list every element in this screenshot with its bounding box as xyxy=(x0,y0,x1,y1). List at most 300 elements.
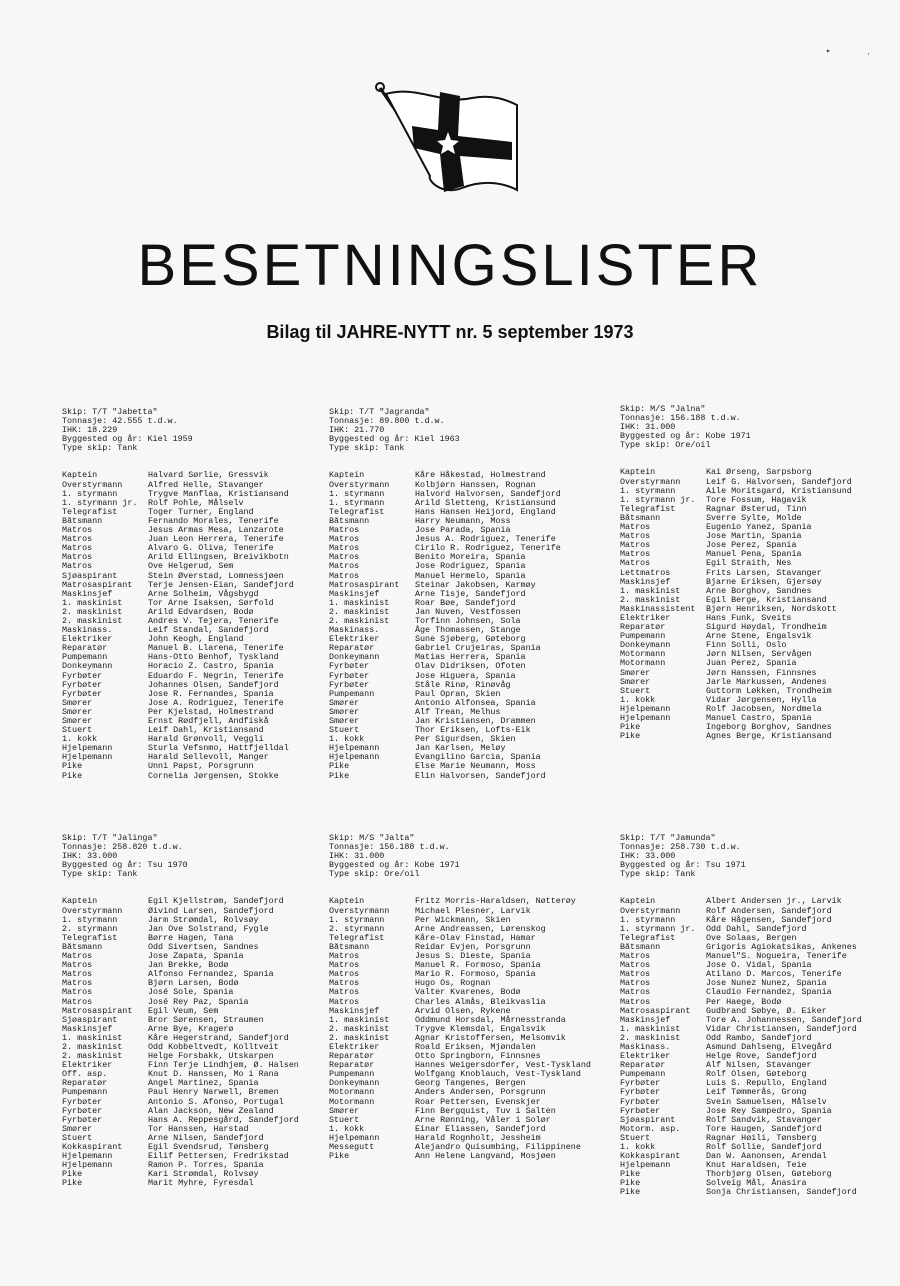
ship-header-line: Tonnasje: 258.730 t.d.w. xyxy=(620,842,741,853)
crew-name: Rolf Jacobsen, Nordmela xyxy=(706,703,822,714)
crew-name: Jan Ove Solstrand, Fygle xyxy=(148,923,269,934)
crew-name: Egil Svendsrud, Tønsberg xyxy=(148,1142,269,1152)
crew-name: Toger Turner, England xyxy=(148,506,254,517)
crew-role: 1. maskinist xyxy=(329,1015,390,1025)
crew-name: Stein Øverstad, Lomnessjøen xyxy=(148,570,284,581)
crew-name: Georg Tangenes, Bergen xyxy=(415,1078,526,1089)
crew-name: Ove Helgerud, Sem xyxy=(148,561,234,572)
crew-role: Maskinass. xyxy=(62,626,113,636)
crew-role: Fyrbøter xyxy=(62,1097,103,1107)
crew-name: Ståle Rinø, Rinøvåg xyxy=(415,679,511,690)
crew-role: 1. styrmann xyxy=(62,489,118,499)
crew-role: Elektriker xyxy=(620,613,671,623)
crew-name: Trygve Manflaa, Kristiansand xyxy=(148,488,289,499)
crew-name: Helge Forsbakk, Utskarpen xyxy=(148,1051,274,1062)
crew-role: Matros xyxy=(620,988,651,998)
crew-name: Jan Nuven, Vestfossen xyxy=(415,606,521,617)
crew-name: Per Sigurdsen, Skien xyxy=(415,734,516,745)
crew-role: 2. maskinist xyxy=(62,607,123,617)
crew-name: Harry Neumann, Moss xyxy=(415,515,511,526)
crew-role: Stuert xyxy=(620,1133,651,1143)
crew-name: Per Wickmann, Skien xyxy=(415,914,511,925)
crew-role: Reparatør xyxy=(329,1052,375,1062)
crew-name: Finn Solli, Oslo xyxy=(706,640,787,651)
crew-role: Pumpemann xyxy=(329,1070,375,1080)
crew-name: Elin Halvorsen, Sandefjord xyxy=(415,770,546,781)
crew-role: Telegrafist xyxy=(329,507,385,517)
crew-role: Hjelpemann xyxy=(62,753,113,763)
crew-role: 2. styrmann xyxy=(329,924,385,934)
crew-role: 2. maskinist xyxy=(62,1052,123,1062)
crew-role: Matros xyxy=(329,562,360,572)
crew-name: Charles Almås, Bleikvaslia xyxy=(415,996,546,1007)
crew-role: Overstyrmann xyxy=(620,906,681,916)
crew-role: Matros xyxy=(620,979,651,989)
ship-header-line: Skip: T/T "Jabetta" xyxy=(62,407,158,417)
crew-name: Tore A. Johannessen, Sandefjord xyxy=(706,1014,862,1025)
crew-row xyxy=(329,1152,614,1161)
crew-name: Alfred Helle, Stavanger xyxy=(148,479,264,490)
crew-name: Ragnar Høili, Tønsberg xyxy=(706,1132,817,1143)
crew-role: Maskinsjef xyxy=(620,1015,671,1025)
crew-row xyxy=(329,772,614,781)
crew-name: Egil Kjellstrøm, Sandefjord xyxy=(148,896,284,907)
crew-role: Motormann xyxy=(329,1097,375,1107)
crew-list xyxy=(620,468,900,741)
crew-role: Fyrbøter xyxy=(620,1088,661,1098)
ship-header-line: Type skip: Ore/oil xyxy=(329,869,420,880)
crew-role: Matros xyxy=(62,544,93,554)
crew-name: Arne Solheim, Vågsbygd xyxy=(148,588,259,599)
crew-role: Maskinsjef xyxy=(620,577,671,587)
ship-header-line: IHK: 31.000 xyxy=(329,851,385,862)
ship-header-line: Skip: M/S "Jalna" xyxy=(620,404,706,414)
ship-header-line: Tonnasje: 156.188 t.d.w. xyxy=(329,842,450,853)
crew-name: Thorbjørg Olsen, Gøteborg xyxy=(706,1169,832,1180)
corner-dot-icon: · xyxy=(866,50,871,59)
crew-role: Båtsmann xyxy=(329,516,370,526)
crew-role: Matros xyxy=(62,970,93,980)
crew-role: Pike xyxy=(620,1179,641,1189)
crew-role: Matros xyxy=(620,559,651,569)
crew-role: Pike xyxy=(62,1170,83,1180)
crew-name: Odd Kobbeltvedt, Kolltveit xyxy=(148,1041,279,1052)
crew-name: Claudio Fernandez, Spania xyxy=(706,987,832,998)
ship-header-line: Byggested og år: Kobe 1971 xyxy=(329,860,460,871)
crew-name: Tore Fossum, Hagavik xyxy=(706,494,807,505)
crew-name: Jarm Strømdal, Rolvsøy xyxy=(148,914,259,925)
crew-role: 2. maskinist xyxy=(329,607,390,617)
crew-name: Jesus S. Dieste, Spania xyxy=(415,951,531,962)
crew-name: Juan Leon Herrera, Tenerife xyxy=(148,534,284,545)
crew-role: Motorm. asp. xyxy=(620,1124,681,1134)
crew-name: Ragnar Østerud, Tinn xyxy=(706,503,807,514)
crew-name: Alvaro G. Oliva, Tenerife xyxy=(148,543,274,554)
crew-role: Stuert xyxy=(329,1115,360,1125)
crew-name: Einar Eliassen, Sandefjord xyxy=(415,1123,546,1134)
crew-name: Valter Kvarenes, Bodø xyxy=(415,987,521,998)
crew-role: Smører xyxy=(329,717,360,726)
crew-name: Roald Eriksen, Mjøndalen xyxy=(415,1041,536,1052)
crew-role: Pike xyxy=(620,1170,641,1180)
crew-name: Hans Hansen Heijord, England xyxy=(415,506,556,517)
crew-name: Kolbjørn Hanssen, Rognan xyxy=(415,479,536,490)
crew-name: Arild Sletteng, Kristiansund xyxy=(415,497,556,508)
crew-name: Odd Sivertsen, Sandnes xyxy=(148,941,259,952)
crew-role: Telegrafist xyxy=(62,507,118,517)
crew-name: Eugenio Yanez, Spania xyxy=(706,522,812,533)
crew-role: 2. styrmann xyxy=(62,924,118,934)
crew-name: Manuel B. Llarena, Tenerife xyxy=(148,643,284,654)
crew-name: Luis S. Repullo, England xyxy=(706,1078,827,1089)
crew-role: Reparatør xyxy=(620,623,666,633)
crew-role: 1. styrmann jr. xyxy=(62,498,138,508)
crew-role: Reparatør xyxy=(62,644,108,654)
ship-header-line: Type skip: Tank xyxy=(620,869,696,880)
crew-role: Overstyrmann xyxy=(329,906,390,916)
crew-name: Kåre Håkestad, Holmestrand xyxy=(415,470,546,481)
crew-name: Manuel R. Formoso, Spania xyxy=(415,960,541,971)
crew-role: Smører xyxy=(329,707,360,717)
crew-role: Matros xyxy=(329,952,360,962)
crew-name: Paul Opran, Skien xyxy=(415,688,501,699)
ship-header-line: Byggested og år: Kiel 1963 xyxy=(329,434,460,445)
crew-name: José Sole, Spania xyxy=(148,987,234,998)
crew-name: Odd Rambo, Sandefjord xyxy=(706,1032,812,1043)
crew-role: Matros xyxy=(620,550,651,560)
crew-name: Jose Higuera, Spania xyxy=(415,670,516,681)
crew-name: Antonio S. Afonso, Portugal xyxy=(148,1096,284,1107)
crew-role: Fyrbøter xyxy=(62,1106,103,1116)
crew-name: Jørn Nilsen, Servågen xyxy=(706,649,812,660)
crew-name: Asmund Dahlseng, Elvegård xyxy=(706,1041,832,1052)
crew-role: Reparatør xyxy=(62,1079,108,1089)
crew-name: Fritz Morris-Haraldsen, Nøtterøy xyxy=(415,896,576,907)
crew-name: Ingeborg Borghov, Sandnes xyxy=(706,722,832,733)
crew-role: 1. kokk xyxy=(329,735,365,745)
crew-name: Jose Parada, Spania xyxy=(415,525,511,536)
crew-name: Arild Ellingsen, Breivikbotn xyxy=(148,552,289,563)
crew-role: Overstyrmann xyxy=(329,480,390,490)
crew-name: Leif Tømmerås, Grong xyxy=(706,1087,807,1098)
crew-role: 1. styrmann xyxy=(329,498,385,508)
crew-name: Manuel Hermelo, Spania xyxy=(415,570,526,581)
ship-header-line: Skip: T/T "Jagranda" xyxy=(329,407,430,417)
crew-name: Jan Karlsen, Meløy xyxy=(415,743,506,754)
crew-role: Fyrbøter xyxy=(620,1097,661,1107)
crew-role: Matros xyxy=(329,961,360,971)
crew-role: 2. maskinist xyxy=(329,1033,390,1043)
crew-role: Lettmatros xyxy=(620,568,671,578)
crew-role: Båtsmann xyxy=(329,942,370,952)
crew-name: Andres V. Tejera, Tenerife xyxy=(148,615,279,626)
crew-name: Aile Moritsgard, Kristiansund xyxy=(706,485,852,496)
crew-role: Maskinsjef xyxy=(62,589,113,599)
crew-role: Kaptein xyxy=(620,897,656,907)
crew-role: 2. maskinist xyxy=(620,1033,681,1043)
crew-name: Knut Haraldsen, Teie xyxy=(706,1160,807,1171)
crew-role: Stuert xyxy=(329,726,360,736)
crew-role: 1. styrmann xyxy=(329,915,385,925)
crew-name: Leif G. Halvorsen, Sandefjord xyxy=(706,476,852,487)
crew-name: Oddmund Horsdal, Mårnesstranda xyxy=(415,1014,566,1025)
crew-name: Roar Bøe, Sandefjord xyxy=(415,597,516,608)
crew-role: Matros xyxy=(620,961,651,971)
crew-role: Telegrafist xyxy=(620,504,676,514)
crew-role: 1. maskinist xyxy=(620,586,681,596)
crew-name: Mario R. Formoso, Spania xyxy=(415,969,536,980)
crew-role: 1. styrmann jr. xyxy=(620,495,696,505)
crew-name: Kari Strømdal, Rolvsøy xyxy=(148,1169,259,1180)
crew-name: Trygve Klemsdal, Engalsvik xyxy=(415,1023,546,1034)
crew-name: Sonja Christiansen, Sandefjord xyxy=(706,1187,857,1198)
crew-name: Kåre Hågensen, Sandefjord xyxy=(706,914,832,925)
crew-role: Motormann xyxy=(329,1088,375,1098)
crew-name: Arne Borghov, Sandnes xyxy=(706,585,812,596)
crew-name: Else Marie Neumann, Moss xyxy=(415,761,536,772)
crew-role: Hjelpemann xyxy=(62,1161,113,1171)
ship-header-line: IHK: 18.229 xyxy=(62,425,118,436)
ship-block-jalinga xyxy=(62,834,347,1188)
crew-role: Fyrbøter xyxy=(620,1079,661,1089)
crew-role: Pumpemann xyxy=(620,1070,666,1080)
crew-role: Overstyrmann xyxy=(620,477,681,487)
crew-role: Båtsmann xyxy=(620,942,661,952)
crew-role: Smører xyxy=(62,717,93,726)
crew-role: Smører xyxy=(329,698,360,708)
crew-role: Matros xyxy=(62,562,93,572)
crew-name: Guttorm Løkken, Trondheim xyxy=(706,685,832,696)
crew-name: Rolf Olsen, Gøteborg xyxy=(706,1069,807,1080)
crew-role: Matros xyxy=(329,526,360,536)
crew-role: Matros xyxy=(620,970,651,980)
crew-role: Fyrbøter xyxy=(329,671,370,681)
crew-name: Johannes Olsen, Sandefjord xyxy=(148,679,279,690)
crew-role: Hjelpemann xyxy=(329,1133,380,1143)
crew-name: John Keogh, England xyxy=(148,634,244,645)
crew-role: Matros xyxy=(62,526,93,536)
crew-role: Stuert xyxy=(620,686,651,696)
crew-name: Steinar Jakobsen, Karmøy xyxy=(415,579,536,590)
crew-name: Otto Springborn, Finnsnes xyxy=(415,1051,541,1062)
crew-role: Smører xyxy=(620,668,651,678)
crew-name: Atilano D. Marcos, Tenerife xyxy=(706,969,842,980)
crew-name: Evangilino Garcia, Spania xyxy=(415,752,541,763)
crew-list xyxy=(62,471,347,780)
crew-role: Messegutt xyxy=(329,1143,375,1152)
crew-name: Manuel Pena, Spania xyxy=(706,549,802,560)
ship-header xyxy=(62,834,347,879)
crew-role: Kaptein xyxy=(62,897,98,907)
crew-role: Matros xyxy=(329,571,360,581)
crew-role: Matros xyxy=(62,988,93,998)
crew-name: Jørn Hanssen, Finnsnes xyxy=(706,667,817,678)
crew-name: Hans Funk, Sveits xyxy=(706,612,792,623)
crew-name: José Rey Paz, Spania xyxy=(148,996,249,1007)
crew-role: Fyrbøter xyxy=(329,662,370,672)
crew-role: Kaptein xyxy=(329,471,365,481)
crew-role: Reparatør xyxy=(620,1061,666,1071)
crew-list xyxy=(329,897,614,1161)
crew-name: Ernst Rødfjell, Andfiskå xyxy=(148,716,269,726)
ship-header xyxy=(620,405,900,450)
crew-role: Matros xyxy=(329,553,360,563)
crew-role: Overstyrmann xyxy=(62,906,123,916)
crew-name: Rolf Pohle, Målselv xyxy=(148,497,244,508)
crew-name: Halvord Halvorsen, Sandefjord xyxy=(415,488,561,499)
crew-name: Tor Arne Isaksen, Sørfold xyxy=(148,597,274,608)
crew-name: Arne Andreassen, Lørenskog xyxy=(415,923,546,934)
crew-role: Maskinsjef xyxy=(329,589,380,599)
crew-role: 1. kokk xyxy=(620,695,656,705)
crew-name: Jose Zapata, Spania xyxy=(148,951,244,962)
crew-name: Jose Perez, Spania xyxy=(706,540,797,551)
crew-role: 1. kokk xyxy=(329,1124,365,1134)
crew-name: Sverre Sylte, Molde xyxy=(706,512,802,523)
crew-role: Matros xyxy=(620,952,651,962)
crew-name: Hannes Weigersdorfer, Vest-Tyskland xyxy=(415,1060,591,1071)
crew-role: Sjøaspirant xyxy=(62,571,118,581)
crew-role: Pike xyxy=(620,732,641,742)
crew-role: Donkeymann xyxy=(329,1079,380,1089)
crew-name: Alejandro Quisumbing, Filippinene xyxy=(415,1142,581,1152)
crew-name: Jesus Armas Mesa, Lanzarote xyxy=(148,525,284,536)
ship-header xyxy=(329,408,614,453)
crew-role: 2. maskinist xyxy=(620,595,681,605)
crew-row xyxy=(62,772,347,781)
crew-role: Hjelpemann xyxy=(620,704,671,714)
crew-role: Matros xyxy=(62,952,93,962)
crew-role: Maskinass. xyxy=(329,626,380,636)
crew-role: Maskinsjef xyxy=(329,1006,380,1016)
crew-role: Matros xyxy=(62,997,93,1007)
crew-name: Øivind Larsen, Sandefjord xyxy=(148,905,274,916)
crew-name: Horacio Z. Castro, Spania xyxy=(148,661,274,672)
crew-role: Båtsmann xyxy=(62,942,103,952)
crew-role: Telegrafist xyxy=(62,933,118,943)
crew-role: Donkeymann xyxy=(620,641,671,651)
crew-role: Pike xyxy=(329,762,350,772)
crew-name: Gudbrand Søbye, Ø. Eiker xyxy=(706,1005,827,1016)
crew-role: Fyrbøter xyxy=(62,680,103,690)
crew-role: Stuert xyxy=(62,726,93,736)
crew-name: Alan Jackson, New Zealand xyxy=(148,1105,274,1116)
crew-role: Matros xyxy=(62,553,93,563)
crew-name: Arne Nilsen, Sandefjord xyxy=(148,1132,264,1143)
crew-name: Hans-Otto Benhof, Tyskland xyxy=(148,652,279,663)
crew-row xyxy=(62,1179,347,1188)
crew-role: Matros xyxy=(329,979,360,989)
crew-role: Kaptein xyxy=(62,471,98,481)
crew-role: Telegrafist xyxy=(329,933,385,943)
crew-role: Båtsmann xyxy=(620,513,661,523)
crew-role: Sjøaspirant xyxy=(620,1115,676,1125)
crew-name: Rolf Sandvik, Stavanger xyxy=(706,1114,822,1125)
crew-role: 2. maskinist xyxy=(62,616,123,626)
crew-role: Hjelpemann xyxy=(329,753,380,763)
ship-header-line: Byggested og år: Kobe 1971 xyxy=(620,431,751,442)
crew-name: Gabriel Crujeiras, Spania xyxy=(415,643,541,654)
crew-name: Vidar Christiansen, Sandefjord xyxy=(706,1023,857,1034)
crew-name: Arne Bye, Kragerø xyxy=(148,1023,234,1034)
crew-name: Jose O. Vidal, Spania xyxy=(706,960,812,971)
crew-name: Reidar Evjen, Porsgrunn xyxy=(415,941,531,952)
crew-name: Odd Dahl, Sandefjord xyxy=(706,923,807,934)
crew-role: Smører xyxy=(62,698,93,708)
crew-role: Hjelpemann xyxy=(62,1152,113,1162)
crew-name: Harald Rognholt, Jessheim xyxy=(415,1132,541,1143)
crew-name: Jan Kristiansen, Drammen xyxy=(415,716,536,726)
crew-name: Marit Myhre, Fyresdal xyxy=(148,1178,254,1189)
crew-name: Cirilo R. Rodriguez, Tenerife xyxy=(415,543,561,554)
ship-header-line: Type skip: Ore/oil xyxy=(620,440,711,451)
crew-role: Kaptein xyxy=(329,897,365,907)
crew-role: Matrosaspirant xyxy=(62,1006,133,1016)
crew-role: Pike xyxy=(620,723,641,733)
crew-role: Pumpemann xyxy=(329,689,375,699)
crew-name: Manuel"S. Nogueira, Tenerife xyxy=(706,951,847,962)
crew-name: Jose R. Fernandes, Spania xyxy=(148,688,274,699)
ship-header-line: IHK: 33.000 xyxy=(620,851,676,862)
crew-name: Egil Straith, Nes xyxy=(706,558,792,569)
ship-header-line: Tonnasje: 89.800 t.d.w. xyxy=(329,416,445,427)
ship-header-line: Tonnasje: 258.820 t.d.w. xyxy=(62,842,183,853)
crew-role: Elektriker xyxy=(620,1052,671,1062)
crew-name: Eilif Pettersen, Fredrikstad xyxy=(148,1151,289,1162)
crew-role: Hjelpemann xyxy=(329,744,380,754)
crew-role: Elektriker xyxy=(329,635,380,645)
crew-role: Matros xyxy=(329,997,360,1007)
crew-role: Telegrafist xyxy=(620,933,676,943)
ship-block-jalna xyxy=(620,405,900,741)
crew-role: Matros xyxy=(329,544,360,554)
crew-role: 2. maskinist xyxy=(62,1042,123,1052)
crew-name: Jose Rey Sampedro, Spania xyxy=(706,1105,832,1116)
crew-name: Jarle Markussen, Andenes xyxy=(706,676,827,687)
ship-header-line: Byggested og år: Tsu 1971 xyxy=(620,860,746,871)
crew-role: Fyrbøter xyxy=(62,1115,103,1125)
crew-role: Stuert xyxy=(62,1133,93,1143)
crew-name: Alf Nilsen, Stavanger xyxy=(706,1060,812,1071)
crew-role: Reparatør xyxy=(329,1061,375,1071)
ship-header-line: Type skip: Tank xyxy=(62,869,138,880)
crew-name: Arne Stene, Engalsvik xyxy=(706,631,812,642)
page-title: BESETNINGSLISTER xyxy=(137,233,763,298)
crew-name: Grigoris Agiokatsikas, Ankenes xyxy=(706,941,857,952)
crew-role: Smører xyxy=(329,1106,360,1116)
crew-role: Pumpemann xyxy=(62,1088,108,1098)
crew-name: Juan Perez, Spania xyxy=(706,658,797,669)
crew-name: Arild Edvardsen, Bodø xyxy=(148,606,254,617)
crew-name: Terje Jensen-Eian, Sandefjord xyxy=(148,579,294,590)
crew-role: Smører xyxy=(62,707,93,717)
crew-name: Arvid Olsen, Rykene xyxy=(415,1005,511,1016)
crew-name: Jesus A. Rodriguez, Tenerife xyxy=(415,534,556,545)
crew-name: Thor Eriksen, Lofts-Eik xyxy=(415,725,531,736)
crew-role: Hjelpemann xyxy=(62,744,113,754)
crew-name: Knut D. Hanssen, Mo i Rana xyxy=(148,1069,279,1080)
crew-role: Maskinassistent xyxy=(620,604,696,614)
ship-header-line: Skip: T/T "Jamunda" xyxy=(620,833,716,843)
crew-role: Matros xyxy=(620,541,651,551)
crew-role: 1. styrmann xyxy=(62,915,118,925)
crew-role: 1. maskinist xyxy=(62,1033,123,1043)
ship-block-jagranda xyxy=(329,408,614,781)
crew-name: Roar Pettersen, Evenskjer xyxy=(415,1096,541,1107)
crew-name: Arne Rønning, Våler i Solør xyxy=(415,1114,551,1125)
crew-name: Alfonso Fernandez, Spania xyxy=(148,969,274,980)
crew-name: Cornelia Jørgensen, Stokke xyxy=(148,770,279,781)
